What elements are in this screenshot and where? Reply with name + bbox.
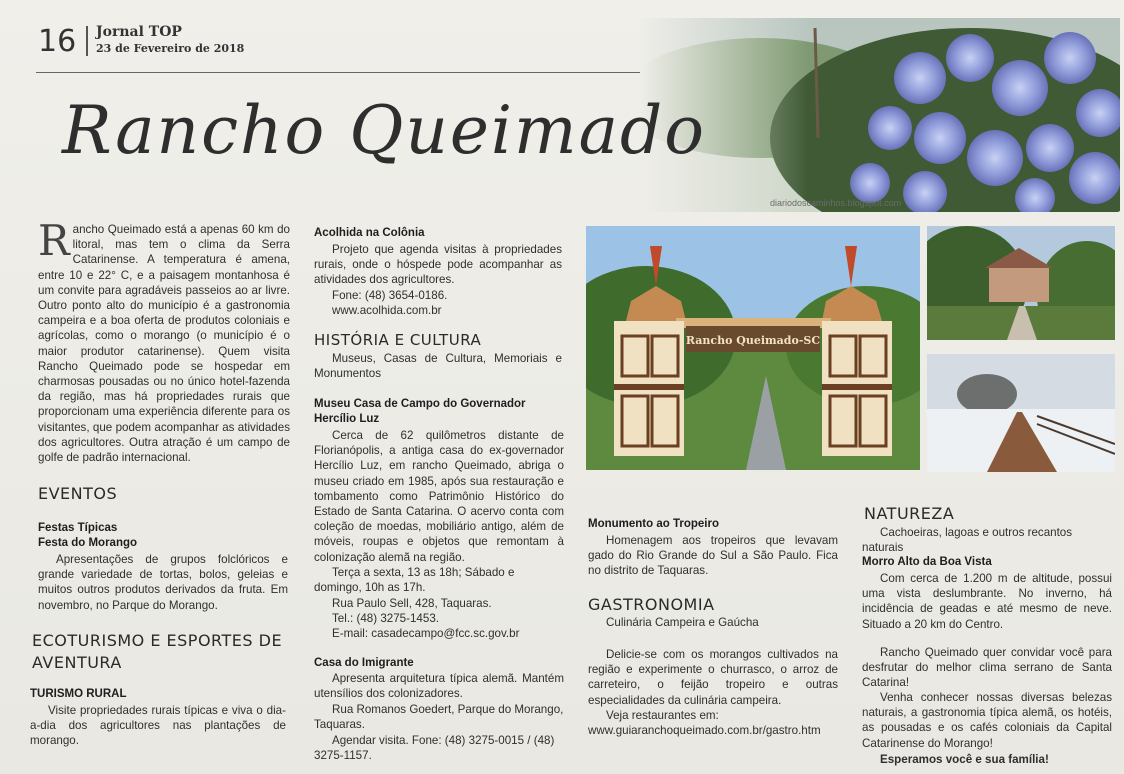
header-divider	[86, 26, 88, 56]
acolhida-website: www.acolhida.com.br	[332, 304, 442, 317]
acolhida-subheading: Acolhida na Colônia	[314, 227, 425, 239]
imigrante-text: Apresenta arquitetura típica alemã. Mantém utensílios dos colonizadores.	[314, 672, 564, 701]
gastronomia-text: Delicie-se com os morangos cultivados na região e experimente o churrasco, o arroz de carreteiro, o feijão tropeiro e outras especialidades da culinária campeira.	[588, 648, 838, 707]
museu-hours: Terça a sexta, 13 as 18h; Sábado e domingo, 10h as 17h.	[314, 566, 515, 595]
museu-phone: Tel.: (48) 3275-1453.	[332, 612, 439, 625]
closing-paragraph-2: Venha conhecer nossas diversas belezas naturais, a gastronomia típica alemã, os hotéis, as pousadas e os cafés coloniais da Capital Catarinense do Morango!	[862, 691, 1112, 750]
natureza-description: Com cerca de 1.200 m de altitude, possui uma vista deslumbrante. No inverno, há incidência de geadas e até mesmo de neve. Situado a 20 km do Centro.	[862, 572, 1112, 631]
tropeiro-text: Homenagem aos tropeiros que levavam gado do Rio Grande do Sul a São Paulo. Fica no distrito de Taquaras.	[588, 534, 838, 578]
section-heading-ecoturismo: ECOTURISMO E ESPORTES DE AVENTURA	[32, 631, 283, 672]
ecoturismo-subheading: TURISMO RURAL	[30, 688, 127, 700]
museu-email: E-mail: casadecampo@fcc.sc.gov.br	[332, 627, 520, 640]
imigrante-subheading: Casa do Imigrante	[314, 657, 414, 669]
section-heading-natureza: NATUREZA	[864, 504, 955, 523]
photo-credit: diariodoscaminhos.blogspot.com	[770, 198, 902, 208]
issue-date: 23 de Fevereiro de 2018	[96, 42, 245, 55]
manor-house-photo	[927, 226, 1115, 340]
ecoturismo-text: Visite propriedades rurais típicas e viva o dia-a-dia dos agricultores nas plantações de morango.	[30, 704, 286, 748]
intro-text: ancho Queimado está a apenas 60 km do litoral, mas tem o clima da Serra Catarinense. A temperatura é amena, entre 10 e 22° C, e a paisagem montanhosa é um convite para agradáveis passeios ao ar livre. Outro ponto alto do município é a gastronomia campeira e a boa oferta de produtos coloniais e agrícolas, como o morango (o município é o maior produtor catarinense). Quem visita Rancho Queimado pode se hospedar em charmosas pousadas ou no único hotel-fazenda da região, mas há propriedades rurais que proporcionam uma experiência diferente para os visitantes, que podem acompanhar as atividades dos agricultores. Outra atração é um campo de golfe de padrão internacional.	[38, 223, 290, 465]
closing-paragraph-1: Rancho Queimado quer convidar você para desfrutar do melhor clima serrano de Santa Catarina!	[862, 646, 1112, 690]
tropeiro-subheading: Monumento ao Tropeiro	[588, 518, 719, 530]
museu-text: Cerca de 62 quilômetros distante de Florianópolis, a antiga casa do ex-governador Hercílio Luz, em rancho Queimado, abriga o museu criado em 1985, após sua restauração e tombamento como Patrimônio Histórico do Estado de Santa Catarina. O acervo conta com coleção de moedas, mobiliário antigo, além de móveis, roupas e objetos que remontam à colonização alemã na região.	[314, 429, 564, 564]
acolhida-text: Projeto que agenda visitas à propriedades rurais, onde o hóspede pode acompanhar as atividades dos agricultores.	[314, 243, 562, 287]
museu-address: Rua Paulo Sell, 428, Taquaras.	[332, 597, 492, 610]
closing-paragraph-3: Esperamos você e sua família!	[880, 753, 1049, 766]
eventos-subheading: Festas Típicas	[38, 522, 118, 534]
section-heading-historia: HISTÓRIA E CULTURA	[314, 331, 482, 349]
acolhida-phone: Fone: (48) 3654-0186.	[332, 289, 448, 302]
page-title: Rancho Queimado	[62, 92, 706, 169]
section-heading-eventos: EVENTOS	[38, 484, 118, 503]
eventos-text: Apresentações de grupos folclóricos e grande variedade de tortas, bolos, geleias e muitos outros produtos derivados da fruta. Em novembro, no Parque do Morango.	[38, 553, 288, 612]
gastronomia-link: Veja restaurantes em: www.guiaranchoqueimado.com.br/gastro.htm	[588, 709, 821, 738]
page-number: 16	[38, 24, 77, 59]
section-heading-gastronomia: GASTRONOMIA	[588, 595, 715, 614]
imigrante-address: Rua Romanos Goedert, Parque do Morango, Taquaras.	[314, 703, 564, 732]
historia-text: Museus, Casas de Cultura, Memoriais e Monumentos	[314, 352, 562, 381]
newspaper-name: Jornal TOP	[96, 24, 182, 40]
imigrante-visit: Agendar visita. Fone: (48) 3275-0015 / (48) 3275-1157.	[314, 734, 555, 763]
intro-paragraph	[38, 216, 290, 465]
museu-subheading: Museu Casa de Campo do Governador Hercílio Luz	[314, 398, 526, 425]
portal-sign: Rancho Queimado-SC	[685, 334, 821, 347]
natureza-subheading: Morro Alto da Boa Vista	[862, 556, 992, 568]
snow-road-photo	[927, 354, 1115, 472]
eventos-subheading-2: Festa do Morango	[38, 537, 138, 549]
portal-photo	[586, 226, 920, 470]
natureza-text: Cachoeiras, lagoas e outros recantos naturais	[862, 526, 1073, 555]
hydrangea-photo	[640, 18, 1120, 212]
gastronomia-subtext: Culinária Campeira e Gaúcha	[606, 616, 759, 629]
dropcap: R	[38, 216, 70, 265]
